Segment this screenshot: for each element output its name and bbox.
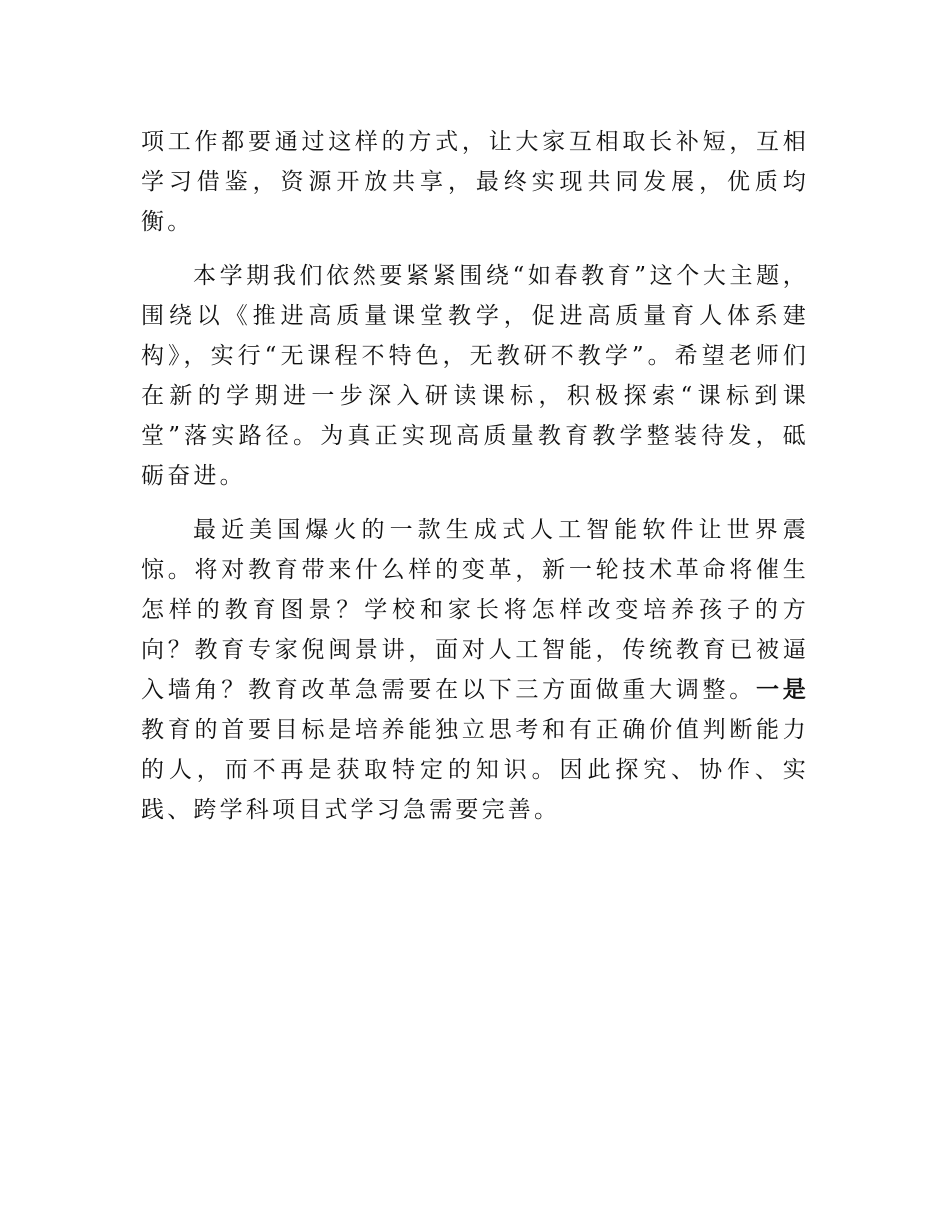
emphasis-first-point: 一是 bbox=[756, 676, 809, 703]
paragraph-ai-intro-text: 最近美国爆火的一款生成式人工智能软件让世界震惊。将对教育带来什么样的变革，新一轮技术革命将催生怎样的教育图景？学校和家长将怎样改变培养孩子的方向？教育专家倪闽景讲，面对人工智能，传统教育已被逼入墙角？教育改革急需要在以下三方面做重大调整。 bbox=[141, 517, 809, 703]
paragraph-continuation: 项工作都要通过这样的方式，让大家互相取长补短，互相学习借鉴，资源开放共享，最终实现共同发展，优质均衡。 bbox=[141, 129, 809, 235]
paragraph-ai-first-point-text: 教育的首要目标是培养能独立思考和有正确价值判断能力的人，而不再是获取特定的知识。因此探究、协作、实践、跨学科项目式学习急需要完善。 bbox=[141, 717, 809, 823]
paragraph-semester-theme: 本学期我们依然要紧紧围绕“如春教育”这个大主题，围绕以《推进高质量课堂教学，促进高质量育人体系建构》，实行“无课程不特色，无教研不教学”。希望老师们在新的学期进一步深入研读课标，积极探索“课标到课堂”落实路径。为真正实现高质量教育教学整装待发，砥砺奋进。 bbox=[141, 263, 809, 489]
paragraph-ai-education bbox=[141, 510, 809, 830]
document-body bbox=[141, 122, 809, 844]
